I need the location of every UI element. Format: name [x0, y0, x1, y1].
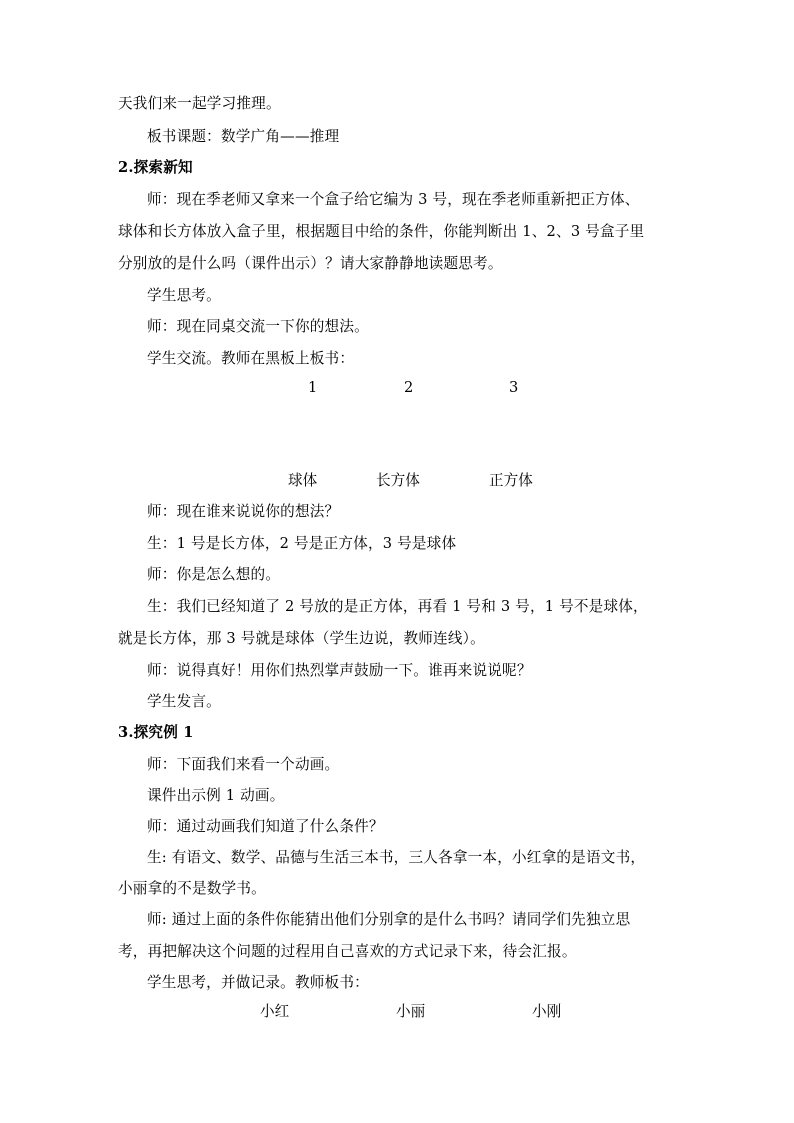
board-title-line: 板书课题：数学广角——推理	[147, 128, 340, 145]
name-label-xiaoli: 小丽	[396, 1003, 426, 1020]
paragraph-line: 师：说得真好！用你们热烈掌声鼓励一下。谁再来说说呢？	[147, 662, 532, 679]
paragraph-line: 生：我们已经知道了 2 号放的是正方体，再看 1 号和 3 号，1 号不是球体，	[147, 598, 648, 615]
paragraph-line: 考，再把解决这个问题的过程用自己喜欢的方式记录下来，待会汇报。	[118, 943, 577, 960]
paragraph-line: 学生思考，并做记录。教师板书：	[147, 974, 369, 991]
paragraph-line: 球体和长方体放入盒子里，根据题目中给的条件，你能判断出 1、2、3 号盒子里	[118, 223, 645, 240]
paragraph-line: 师：现在谁来说说你的想法？	[147, 503, 340, 520]
paragraph-line: 小丽拿的不是数学书。	[118, 880, 266, 897]
paragraph-line: 就是长方体，那 3 号就是球体（学生边说，教师连线）。	[118, 630, 485, 647]
box-number-1: 1	[308, 379, 318, 396]
shape-label-cuboid: 长方体	[376, 472, 420, 489]
box-number-3: 3	[509, 379, 519, 396]
paragraph-line: 学生交流。教师在黑板上板书：	[147, 350, 355, 367]
box-number-2: 2	[404, 379, 414, 396]
paragraph-line: 师：你是怎么想的。	[147, 566, 281, 583]
paragraph-line: 学生思考。	[147, 287, 221, 304]
section-heading-explore: 2.探索新知	[118, 159, 193, 176]
paragraph-line: 师：下面我们来看一个动画。	[147, 756, 340, 773]
paragraph-line: 生: 有语文、数学、品德与生活三本书，三人各拿一本，小红拿的是语文书，	[147, 849, 646, 866]
shape-label-sphere: 球体	[288, 472, 318, 489]
paragraph-line: 课件出示例 1 动画。	[147, 787, 285, 804]
name-label-xiaohong: 小红	[260, 1003, 290, 1020]
paragraph-line: 天我们来一起学习推理。	[118, 95, 281, 112]
paragraph-line: 生：1 号是长方体，2 号是正方体，3 号是球体	[147, 535, 457, 552]
paragraph-line: 分别放的是什么吗（课件出示）？请大家静静地读题思考。	[118, 255, 503, 272]
section-heading-example: 3.探究例 1	[118, 724, 194, 741]
paragraph-line: 师：通过动画我们知道了什么条件？	[147, 818, 384, 835]
paragraph-line: 师: 通过上面的条件你能猜出他们分别拿的是什么书吗？请同学们先独立思	[147, 911, 631, 928]
shape-label-cube: 正方体	[489, 472, 533, 489]
name-label-xiaogang: 小刚	[532, 1003, 562, 1020]
paragraph-line: 师：现在同桌交流一下你的想法。	[147, 318, 369, 335]
paragraph-line: 学生发言。	[147, 693, 221, 710]
paragraph-line: 师：现在季老师又拿来一个盒子给它编为 3 号，现在季老师重新把正方体、	[147, 191, 640, 208]
